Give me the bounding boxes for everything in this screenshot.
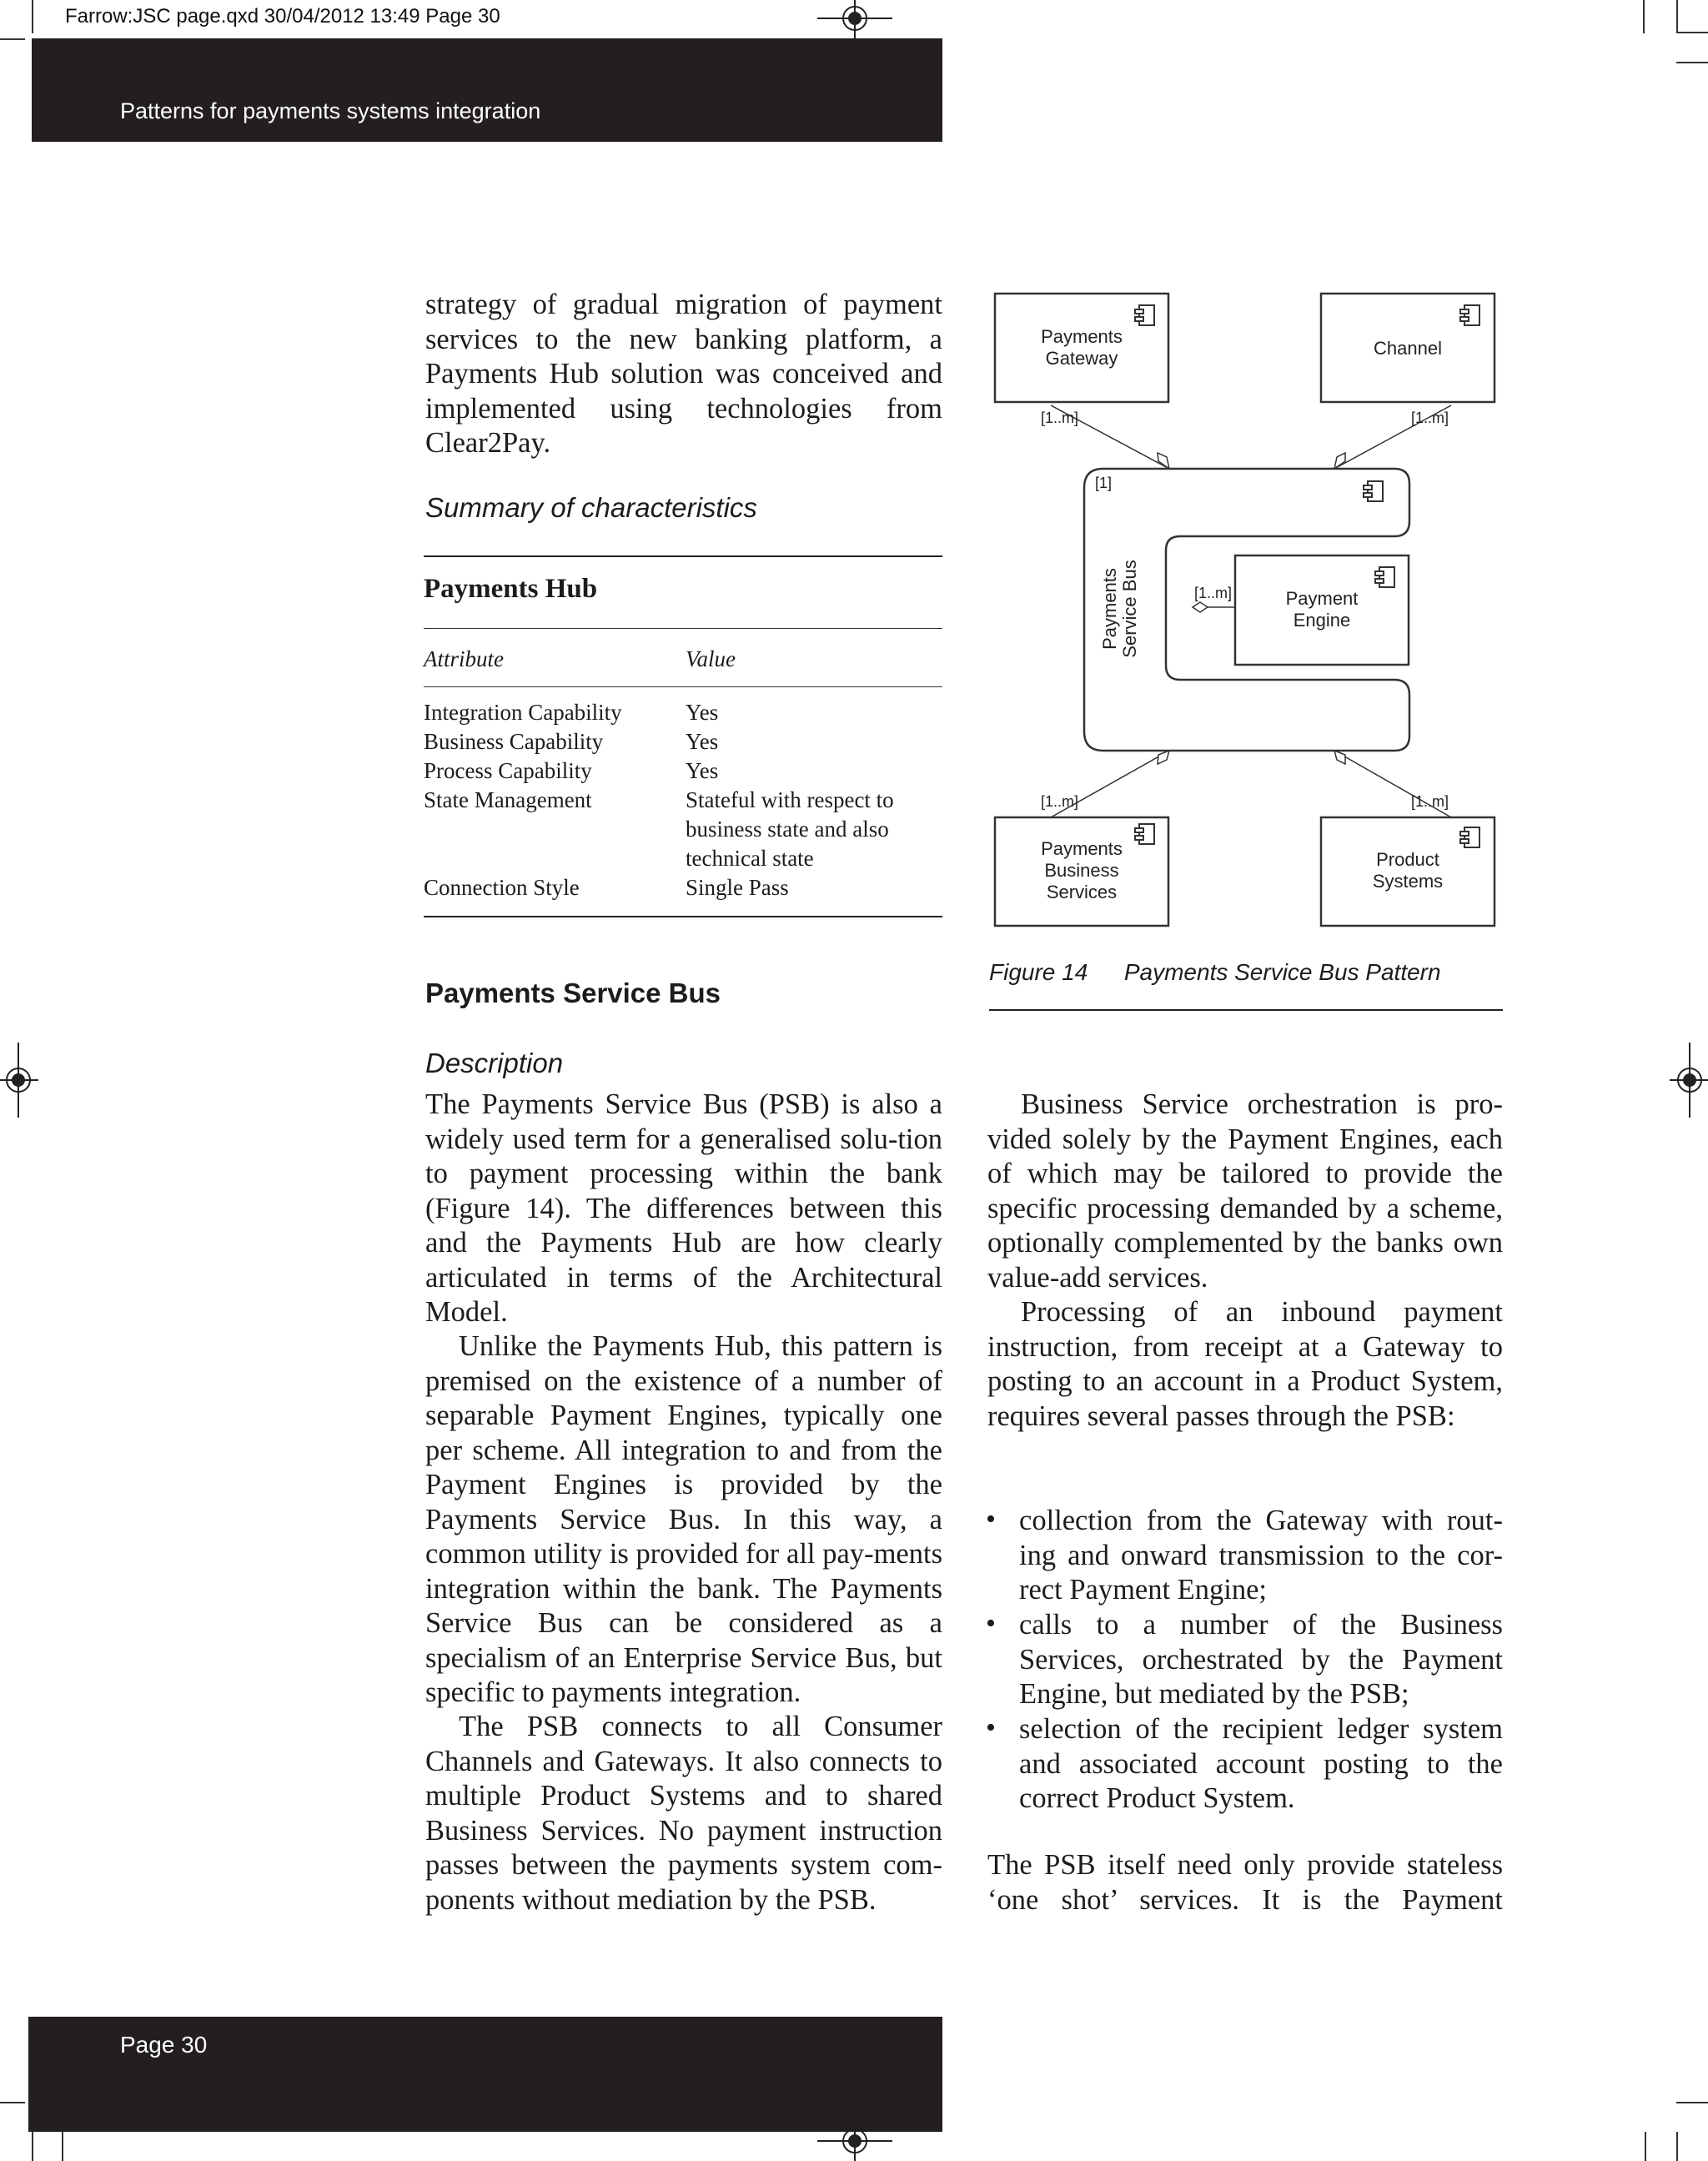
- multiplicity-label: [1..m]: [1041, 793, 1079, 810]
- multiplicity-label: [1..m]: [1194, 585, 1233, 601]
- table-cell-value: Yes: [686, 758, 719, 783]
- figure-caption: [989, 959, 1441, 986]
- payments-service-bus-diagram: [984, 284, 1518, 934]
- box-label: Systems: [1372, 871, 1444, 892]
- body-paragraph: Business Service orchestration is pro-vided solely by the Payment Engines, each of which may be tailored to provide the specific processing demanded by a scheme, optionally complemented by the banks own value-add services.: [987, 1088, 1503, 1294]
- section-heading: Payments Service Bus: [425, 977, 721, 1008]
- box-label: Payments: [1041, 838, 1123, 859]
- closing-paragraph: The PSB itself need only provide stateless ‘one shot’ services. It is the Payment: [987, 1849, 1503, 1916]
- box-label: Gateway: [1045, 348, 1118, 369]
- box-label: Services: [1046, 882, 1118, 902]
- bus-label: Payments: [1099, 568, 1120, 650]
- table-cell-value: Yes: [686, 700, 719, 725]
- box-label: Business: [1044, 860, 1119, 881]
- list-item: calls to a number of the Business Services, orchestrated by the Payment Engine, but mediated by the PSB;: [1019, 1609, 1503, 1710]
- registration-mark-top: [817, 0, 892, 38]
- multiplicity-label: [1..m]: [1411, 793, 1449, 810]
- bullet-marker: •: [986, 1608, 996, 1639]
- box-label: Payment: [1285, 588, 1359, 609]
- multiplicity-label: [1..m]: [1041, 410, 1079, 426]
- summary-heading: Summary of characteristics: [425, 492, 757, 523]
- body-paragraph: Processing of an inbound payment instruction, from receipt at a Gateway to posting to an account in a Product System, requires several passes through the PSB:: [987, 1296, 1503, 1432]
- list-item: selection of the recipient ledger system and associated account posting to the correct Product System.: [1019, 1713, 1503, 1814]
- table-cell-value: Stateful with respect to: [686, 787, 894, 812]
- multiplicity-label: [1..m]: [1411, 410, 1449, 426]
- table-cell-attribute: Integration Capability: [424, 700, 622, 725]
- header-bar: [32, 38, 942, 142]
- running-header-title: Patterns for payments systems integration: [120, 98, 541, 123]
- body-paragraph: The PSB connects to all Consumer Channels and Gateways. It also connects to multiple Product Systems and to shared Business Services. No payment instruction passes between the payments system com-ponents without mediation by the PSB.: [425, 1711, 942, 1916]
- table-cell-value: Single Pass: [686, 875, 789, 900]
- box-label: Product: [1376, 849, 1439, 870]
- table-cell-attribute: State Management: [424, 787, 592, 812]
- bullet-marker: •: [986, 1504, 996, 1535]
- figure-title: Payments Service Bus Pattern: [1123, 959, 1441, 985]
- description-heading: Description: [425, 1048, 564, 1078]
- table-cell-attribute: Business Capability: [424, 729, 604, 754]
- box-label: Payments: [1041, 326, 1123, 347]
- print-slug: Farrow:JSC page.qxd 30/04/2012 13:49 Page 30: [65, 5, 500, 28]
- body-paragraph: Unlike the Payments Hub, this pattern is premised on the existence of a number of separable Payment Engines, typically one per scheme. All integration to and from the Payment Engines is provided by the Payments Service Bus. In this way, a common utility is provided for all pay-ments integration within the bank. The Payments Service Bus can be considered as a specialism of an Enterprise Service Bus, but specific to payments integration.: [425, 1330, 942, 1708]
- page-number: Page 30: [120, 2032, 208, 2058]
- list-item: collection from the Gateway with rout- ing and onward transmission to the cor-rect Payment Engine;: [1019, 1505, 1503, 1606]
- registration-mark-left: [0, 1043, 38, 1118]
- table-cell-attribute: Process Capability: [424, 758, 592, 783]
- figure-number: Figure 14: [989, 959, 1088, 985]
- body-paragraph: The Payments Service Bus (PSB) is also a widely used term for a generalised solu-tion to payment processing within the bank (Figure 14). The differences between this and the Payments Hub are how clearly articulated in terms of the Architectural Model.: [425, 1088, 942, 1328]
- multiplicity-label: [1]: [1095, 475, 1113, 491]
- table-title: Payments Hub: [424, 574, 598, 604]
- table-header-value: Value: [686, 646, 736, 671]
- figure-rule: [989, 1009, 1503, 1011]
- table-header-attribute: Attribute: [424, 646, 504, 671]
- intro-paragraph: strategy of gradual migration of payment services to the new banking platform, a Payments Hub solution was conceived and implemented using technologies from Clear2Pay.: [425, 289, 942, 459]
- bus-label: Service Bus: [1119, 560, 1140, 658]
- box-label: Engine: [1293, 610, 1351, 631]
- box-label: Channel: [1374, 338, 1442, 359]
- table-cell-value-continued: technical state: [686, 846, 814, 871]
- bullet-marker: •: [986, 1712, 996, 1743]
- registration-mark-right: [1670, 1043, 1708, 1118]
- table-cell-value: Yes: [686, 729, 719, 754]
- table-cell-attribute: Connection Style: [424, 875, 580, 900]
- table-cell-value-continued: business state and also: [686, 817, 889, 842]
